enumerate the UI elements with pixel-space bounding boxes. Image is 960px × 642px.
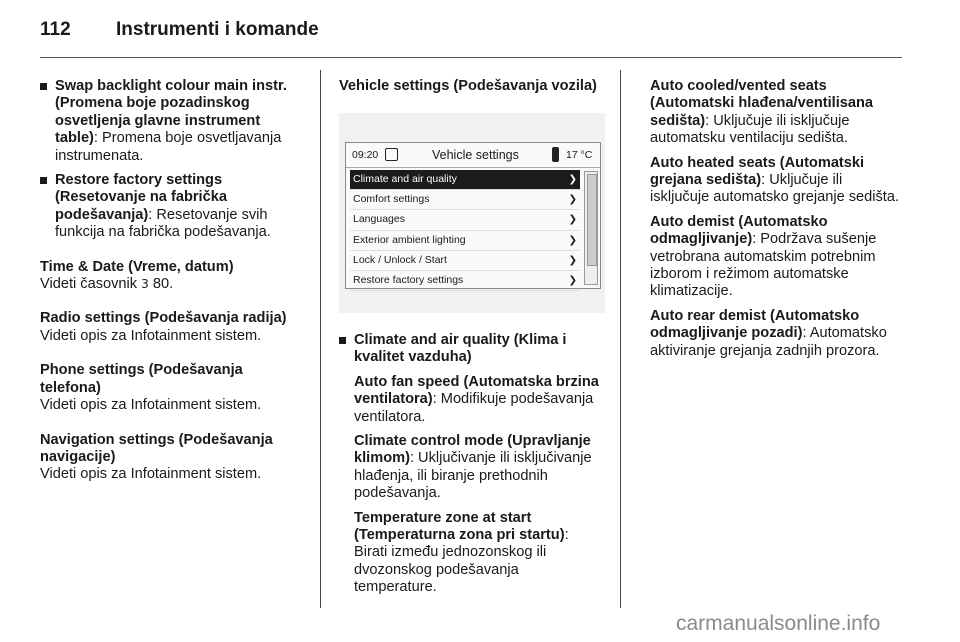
setting-title: Auto rear demist (Automatsko odmagljivanje pozadi) — [650, 307, 860, 342]
section-heading: Navigation settings (Podešavanja navigacije) — [40, 431, 273, 465]
bullet-square-icon — [40, 83, 47, 90]
sub-item — [354, 374, 605, 426]
setting-item — [650, 308, 905, 360]
sub-item-text: : Uključivanje ili isključivanje hlađenja, ili biranje prethodnih podešavanja. — [354, 450, 592, 502]
section-text: Videti opis za Infotainment sistem. — [40, 327, 262, 344]
sub-item-title: Climate control mode (Upravljanje klimom) — [354, 433, 591, 467]
sub-item-title: Temperature zone at start (Temperaturna zona pri startu) — [354, 509, 565, 544]
chevron-right-icon: ❯ — [568, 174, 577, 185]
chevron-right-icon: ❯ — [568, 194, 577, 206]
menu-item-label: Languages — [353, 213, 405, 226]
setting-text: : Automatsko aktiviranje grejanja zadnjih prozora. — [650, 325, 887, 359]
bullet-square-icon — [339, 337, 346, 344]
screen-scrollbar — [584, 171, 598, 285]
setting-item — [650, 155, 905, 207]
section-heading: Phone settings (Podešavanja telefona) — [40, 362, 243, 396]
section-phone-settings — [40, 362, 302, 414]
bullet-title: Swap backlight colour main instr. (Promena boje pozadinskog osvetljenja glavne instrument table) — [55, 78, 287, 147]
page-ref-arrow-icon: 3 — [141, 277, 149, 292]
thermometer-icon — [552, 147, 559, 162]
column-middle — [339, 332, 605, 604]
setting-title: Auto demist (Automatsko odmagljivanje) — [650, 213, 828, 248]
section-text: Videti časovnik — [40, 276, 138, 293]
column-right — [650, 78, 905, 367]
page-number: 112 — [40, 19, 71, 40]
section-time-date — [40, 259, 302, 294]
sub-item — [354, 433, 605, 503]
site-watermark: carmanualsonline.info — [676, 612, 881, 635]
column-divider — [320, 70, 321, 608]
menu-item-label: Comfort settings — [353, 193, 430, 206]
column-divider — [620, 70, 621, 608]
setting-item — [650, 214, 905, 301]
screen-menu-item — [350, 210, 580, 230]
screen-menu-item — [350, 251, 580, 271]
screen-menu-list — [350, 170, 580, 291]
scrollbar-thumb — [587, 174, 597, 266]
bullet-title: Climate and air quality (Klima i kvalitet vazduha) — [354, 332, 567, 366]
section-heading: Time & Date (Vreme, datum) — [40, 258, 234, 275]
menu-item-label: Climate and air quality — [353, 173, 457, 185]
menu-item-label: Exterior ambient lighting — [353, 233, 466, 246]
column-left — [40, 78, 302, 501]
menu-item-label: Restore factory settings — [353, 273, 464, 286]
bullet-item — [339, 332, 605, 597]
setting-title: Auto heated seats (Automatski grejana sedišta) — [650, 154, 865, 189]
menu-item-label: Lock / Unlock / Start — [353, 253, 447, 266]
screen-title: Vehicle settings — [432, 148, 519, 162]
bullet-text: : Resetovanje svih funkcija na fabrička podešavanja. — [55, 206, 271, 241]
page-header — [40, 19, 319, 47]
sub-item — [354, 510, 605, 597]
section-navigation-settings — [40, 432, 302, 484]
page-ref: 80. — [148, 276, 174, 293]
section-text: Videti opis za Infotainment sistem. — [40, 397, 262, 414]
back-icon — [385, 148, 398, 161]
section-radio-settings — [40, 310, 302, 345]
chevron-right-icon: ❯ — [568, 254, 577, 266]
display-screenshot — [339, 113, 605, 313]
sub-item-text: : Birati između jednozonskog ili dvozonskog podešavanja temperature. — [354, 527, 569, 596]
bullet-item — [40, 78, 302, 165]
section-heading: Vehicle settings (Podešavanja vozila) — [339, 78, 597, 94]
bullet-square-icon — [40, 177, 47, 184]
screen-menu-item — [350, 271, 580, 291]
chevron-right-icon: ❯ — [568, 214, 577, 226]
setting-text: : Podržava sušenje vetrobrana automatskim potrebnim izborom i režimom automatske klimatizacije. — [650, 231, 877, 300]
page-title: Instrumenti i komande — [116, 19, 319, 40]
setting-text: : Uključuje ili isključuje automatsku ventilaciju sedišta. — [650, 112, 850, 147]
setting-item — [650, 78, 905, 148]
bullet-title: Restore factory settings (Resetovanje na fabrička podešavanja) — [55, 172, 227, 223]
screen-top-bar — [346, 143, 600, 168]
bullet-text: : Promena boje osvetljavanja instrumenata. — [55, 130, 282, 164]
setting-text: : Uključuje ili isključuje automatsko grejanje sedišta. — [650, 172, 900, 206]
chevron-right-icon: ❯ — [568, 274, 577, 286]
setting-title: Auto cooled/vented seats (Automatski hlađena/ventilisana sedišta) — [650, 78, 874, 129]
screen-clock: 09:20 — [352, 149, 379, 161]
screen-temperature: 17 °C — [566, 149, 593, 161]
header-rule — [40, 57, 902, 58]
sub-item-text: : Modifikuje podešavanja ventilatora. — [354, 391, 594, 425]
section-heading: Radio settings (Podešavanja radija) — [40, 310, 287, 327]
chevron-right-icon: ❯ — [568, 234, 577, 246]
screen-menu-item — [350, 231, 580, 251]
screen-menu-item — [350, 190, 580, 210]
column-middle-heading — [339, 78, 605, 95]
section-text: Videti opis za Infotainment sistem. — [40, 466, 262, 483]
bullet-item — [40, 172, 302, 242]
vehicle-settings-screen — [345, 142, 601, 289]
sub-item-title: Auto fan speed (Automatska brzina ventilatora) — [354, 373, 599, 408]
screen-menu-item — [350, 170, 580, 190]
